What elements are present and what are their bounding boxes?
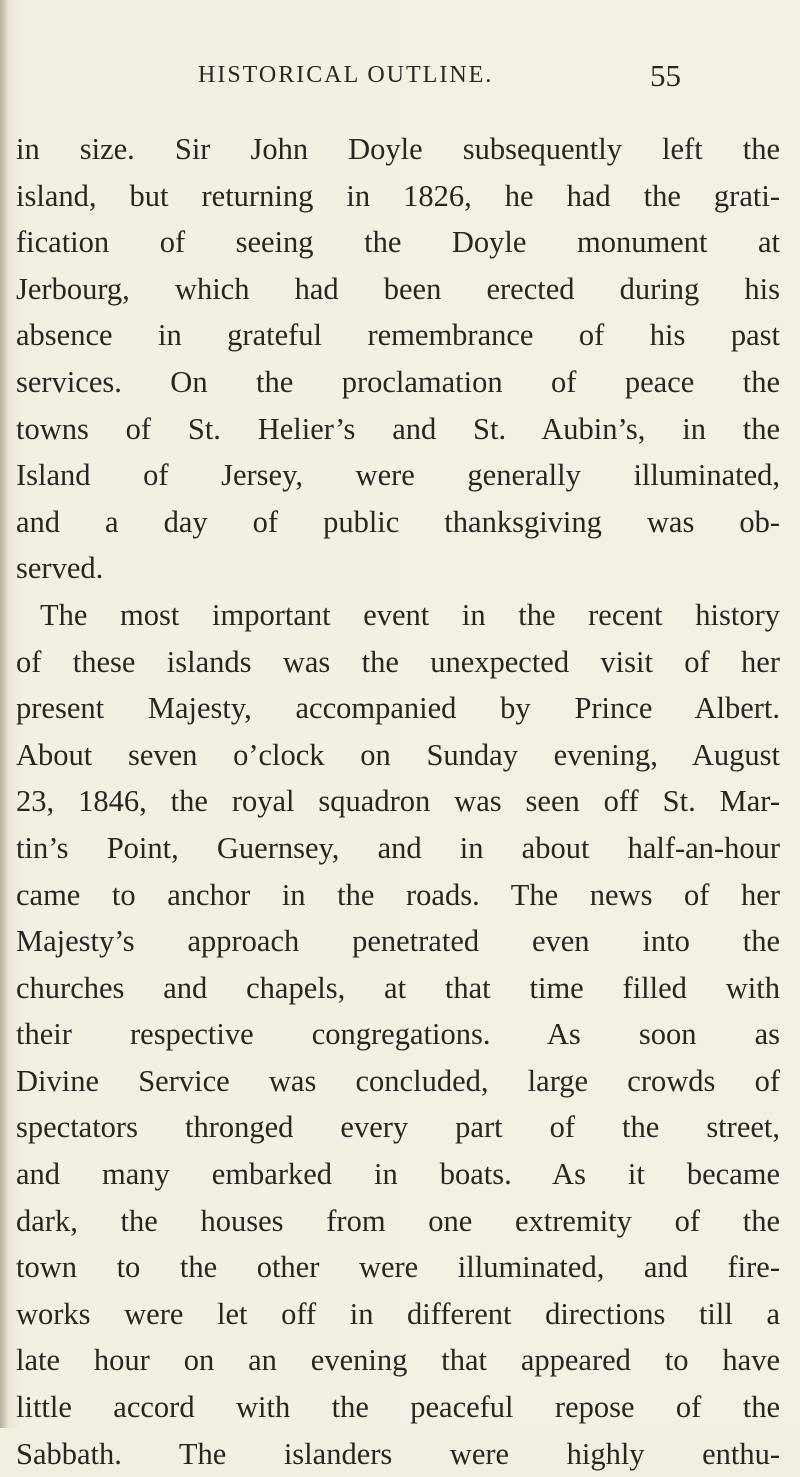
gutter-shadow [0, 0, 8, 1428]
text-line: island, but returning in 1826, he had the grati- [16, 178, 780, 213]
text-line: services. On the proclamation of peace the [16, 364, 780, 399]
text-line: their respective congregations. As soon as [16, 1017, 780, 1052]
text-line: towns of St. Helier’s and St. Aubin’s, in the [16, 411, 780, 446]
running-title: HISTORICAL OUTLINE. [198, 62, 494, 88]
text-line: About seven o’clock on Sunday evening, August [16, 737, 780, 772]
text-line: Divine Service was concluded, large crowds of [16, 1063, 780, 1098]
text-line: Majesty’s approach penetrated even into the [16, 924, 780, 959]
text-line: served. [16, 551, 104, 586]
page-number: 55 [650, 58, 681, 93]
text-line: spectators thronged every part of the street, [16, 1110, 780, 1145]
text-line: dark, the houses from one extremity of the [16, 1203, 780, 1238]
text-line: in size. Sir John Doyle subsequently left the [16, 132, 780, 166]
text-line: and a day of public thanksgiving was ob- [16, 504, 780, 539]
text-line: Sabbath. The islanders were highly enthu- [16, 1436, 780, 1471]
body-text [16, 126, 780, 1477]
text-line: town to the other were illuminated, and fire- [16, 1250, 780, 1285]
text-line: came to anchor in the roads. The news of her [16, 877, 780, 912]
text-line: churches and chapels, at that time filled with [16, 970, 780, 1005]
text-line: tin’s Point, Guernsey, and in about half-an-hour [16, 830, 780, 865]
page-header [0, 60, 800, 100]
text-line: Jerbourg, which had been erected during his [16, 271, 780, 306]
text-line: works were let off in different directions till a [16, 1296, 780, 1331]
text-line: Island of Jersey, were generally illuminated, [16, 458, 780, 493]
text-line: present Majesty, accompanied by Prince Albert. [16, 691, 780, 726]
text-line: 23, 1846, the royal squadron was seen off St. Mar- [16, 784, 780, 819]
text-line: fication of seeing the Doyle monument at [16, 225, 780, 260]
text-line: and many embarked in boats. As it became [16, 1157, 780, 1192]
text-line: little accord with the peaceful repose of the [16, 1390, 780, 1425]
text-line: of these islands was the unexpected visit of her [16, 644, 780, 679]
text-line: absence in grateful remembrance of his past [16, 318, 780, 353]
text-line: The most important event in the recent history [40, 597, 780, 632]
text-line: late hour on an evening that appeared to have [16, 1343, 780, 1378]
